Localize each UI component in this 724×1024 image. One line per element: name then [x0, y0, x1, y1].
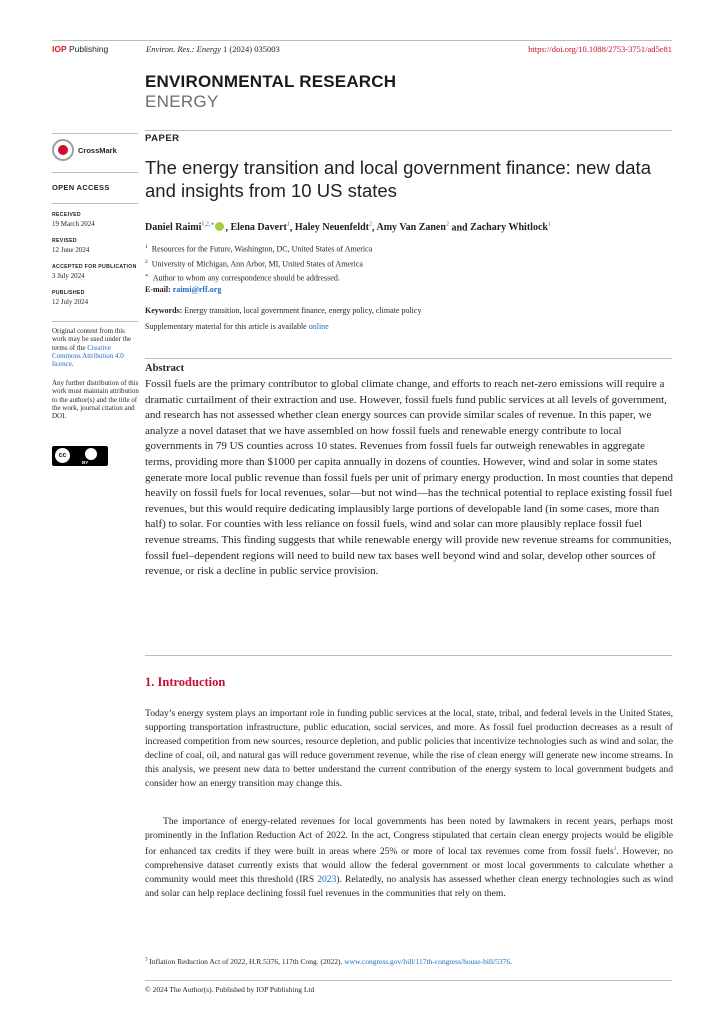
author-name: Zachary Whitlock — [470, 222, 548, 234]
orcid-icon[interactable] — [215, 222, 224, 231]
affiliation — [145, 241, 372, 256]
author-separator: , — [372, 222, 377, 234]
author-list — [145, 221, 685, 233]
author-name: Daniel Raimi — [145, 222, 202, 234]
published-date: 12 July 2024 — [52, 298, 89, 306]
main-rule — [145, 130, 672, 131]
crossmark-label: CrossMark — [78, 146, 117, 155]
keywords-label: Keywords: — [145, 306, 185, 315]
footnote-link[interactable]: www.congress.gov/bill/117th-congress/house-bill/5376 — [344, 957, 511, 966]
received-date: 19 March 2024 — [52, 220, 95, 228]
journal-title: ENVIRONMENTAL RESEARCH — [145, 72, 397, 91]
author-separator: , — [225, 222, 231, 234]
revised-date: 12 June 2024 — [52, 246, 90, 254]
abstract-text: Fossil fuels are the primary contributor to global climate change, and efforts to reach net-zero emissions will require a dramatic curtailment of their extraction and use. However, fossil fuels fund public services at all levels of government, and research has not assessed whether clean energy sources can provide similar scales of revenue. In this paper, we analyze a novel dataset that we have assembled on how fossil fuels and renewable energy contribute to local governments in 79 US counties across 10 states. Revenues from fossil fuels far outweigh renewables in aggregate terms, providing more than $1000 per capita annually in dozens of counties. However, wind and solar in some states generate more local public revenue than fossil fuels per unit of primary energy production. In most counties that depend heavily on fossil fuels for local revenues, solar—but not wind—has the technical potential to replace existing fossil fuel revenues, but this would require dedicating implausibly large portions of developable land (in some cases, more than half) to solar. For counties with less reliance on fossil fuels, wind and solar can more plausibly replace fossil fuel revenue streams. This finding suggests that while renewable energy will provide new revenue streams for communities, fossil fuel–dependent regions will need to build new tax bases well beyond wind and solar, develop other sources of revenue, or risk a decline in public service provision. — [145, 378, 673, 578]
author[interactable] — [230, 222, 289, 233]
affiliation-text: Resources for the Future, Washington, DC, United States of America — [151, 244, 373, 254]
email-line — [145, 285, 221, 294]
affiliation — [145, 256, 372, 271]
license-text — [52, 327, 140, 368]
affiliation-mark: 2 — [145, 258, 148, 265]
author[interactable] — [295, 222, 372, 233]
supplementary-line — [145, 322, 329, 331]
journal-reference — [146, 44, 280, 54]
sidebar-rule — [52, 172, 138, 173]
supplementary-link[interactable]: online — [308, 322, 329, 331]
author[interactable] — [470, 222, 551, 233]
affiliation-mark: 1 — [145, 244, 148, 250]
sidebar-rule — [52, 321, 138, 322]
para-text: ). Relatedly, no analysis has assessed whether clean energy technologies such as wind and solar can help replace declining fossil fuel revenues in the communities that rely on them. — [145, 873, 673, 899]
author-affil-mark: 1,2,∗ — [201, 222, 215, 228]
published-label: PUBLISHED — [52, 290, 85, 296]
abstract-end-rule — [145, 655, 672, 656]
para-text: The importance of energy-related revenues for local governments has been noted by lawmakers in recent years, perhaps most prominently in the Inflation Reduction Act of 2022. In the act, Congress stipulated that certain clean energy projects would be eligible for enhanced tax credits if they were built in areas where 25% or more of local tax revenues come from fossil fuels — [145, 816, 673, 857]
article-type: PAPER — [145, 133, 180, 144]
crossmark-icon — [52, 139, 74, 161]
author[interactable] — [376, 222, 448, 233]
received-label: RECEIVED — [52, 212, 81, 218]
citation-link[interactable]: 2023 — [317, 873, 337, 885]
supplementary-text: Supplementary material for this article is available — [145, 322, 309, 331]
cc-icon: cc — [55, 448, 70, 463]
footnote-text: Inflation Reduction Act of 2022, H.R.5376, 117th Cong. (2022). — [147, 957, 345, 966]
sidebar-rule — [52, 203, 138, 204]
author-name: Elena Davert — [230, 222, 287, 234]
author-separator: , — [289, 222, 295, 234]
intro-paragraph-1: Today’s energy system plays an important role in funding public services at the local, state, tribal, and federal levels in the United States, supporting transportation infrastructure, public education, social services, and more. As fossil fuel production decreases as a result of increased competition from new sources, resource depletion, and public policies that incentivize technologies such as wind and solar, the decline of coal, oil, and natural gas will reduce government revenue, while the rise of clean energy will generate new income streams. In this analysis, we present new data to better understand the current contribution of the energy system to local government budgets and consider how an energy transition may change this. — [145, 708, 673, 789]
email-label: E-mail: — [145, 285, 173, 294]
affiliation — [145, 270, 372, 285]
author-separator: and — [448, 222, 471, 234]
abstract-heading: Abstract — [145, 363, 185, 374]
revised-label: REVISED — [52, 238, 77, 244]
volume-ref: 1 (2024) 035003 — [220, 44, 280, 54]
copyright: © 2024 The Author(s). Published by IOP Publishing Ltd — [145, 985, 315, 994]
author-name: Haley Neuenfeldt — [294, 222, 370, 234]
author-name: Amy Van Zanen — [376, 222, 446, 234]
affiliations — [145, 241, 372, 285]
publisher-logo[interactable] — [52, 44, 108, 54]
affiliation-mark: ∗ — [145, 273, 149, 280]
footnote — [145, 957, 512, 966]
cc-by-badge[interactable] — [52, 446, 108, 466]
affiliation-text: University of Michigan, Ann Arbor, MI, United States of America — [151, 259, 363, 269]
email-link[interactable]: raimi@rff.org — [172, 285, 222, 294]
license-pre: Original content from this work may be used under the terms of the — [52, 327, 132, 352]
para-text: . However, no comprehensive dataset currently exists that would allow the federal government or most local governments to calculate whether a community would meet this threshold (IRS — [145, 846, 673, 885]
footnote-ref[interactable]: 3 — [613, 845, 617, 852]
copyright-rule — [145, 980, 672, 981]
header-rule — [52, 40, 672, 41]
author[interactable] — [145, 222, 214, 233]
sidebar-rule — [52, 133, 138, 134]
doi-link[interactable]: https://doi.org/10.1088/2753-3751/ad5e81 — [528, 44, 672, 54]
publisher-brand: IOP — [52, 44, 67, 54]
by-label: BY — [82, 460, 89, 465]
journal-name: Environ. Res.: Energy — [146, 44, 221, 54]
attribution-note: Any further distribution of this work must maintain attribution to the author(s) and the title of the work, journal citation and DOI. — [52, 379, 139, 421]
journal-subtitle: ENERGY — [145, 92, 219, 111]
accepted-label: ACCEPTED FOR PUBLICATION — [52, 264, 137, 270]
license-post: . — [71, 360, 74, 369]
crossmark-badge[interactable] — [52, 139, 138, 165]
publisher-suffix: Publishing — [66, 44, 109, 54]
attribution-person-icon — [85, 448, 97, 460]
section-heading: 1. Introduction — [145, 675, 226, 689]
accepted-date: 3 July 2024 — [52, 272, 85, 280]
license-link[interactable]: Creative Commons Attribution 4.0 licence — [52, 343, 124, 369]
author-affil-mark: 1 — [286, 222, 290, 228]
abstract-rule — [145, 358, 672, 359]
keywords-line — [145, 306, 421, 315]
footnote-end: . — [510, 957, 513, 966]
article-title: The energy transition and local government finance: new data and insights from 10 US states — [145, 157, 651, 201]
open-access-label: OPEN ACCESS — [52, 183, 110, 192]
author-affil-mark: 1 — [547, 222, 551, 228]
keywords-text: Energy transition, local government finance, energy policy, climate policy — [184, 306, 422, 315]
footnote-mark: 3 — [145, 957, 148, 963]
affiliation-text: Author to whom any correspondence should be addressed. — [152, 273, 340, 283]
author-affil-mark: 2 — [369, 222, 373, 228]
intro-paragraph-2 — [145, 815, 673, 901]
author-affil-mark: 2 — [445, 222, 449, 228]
